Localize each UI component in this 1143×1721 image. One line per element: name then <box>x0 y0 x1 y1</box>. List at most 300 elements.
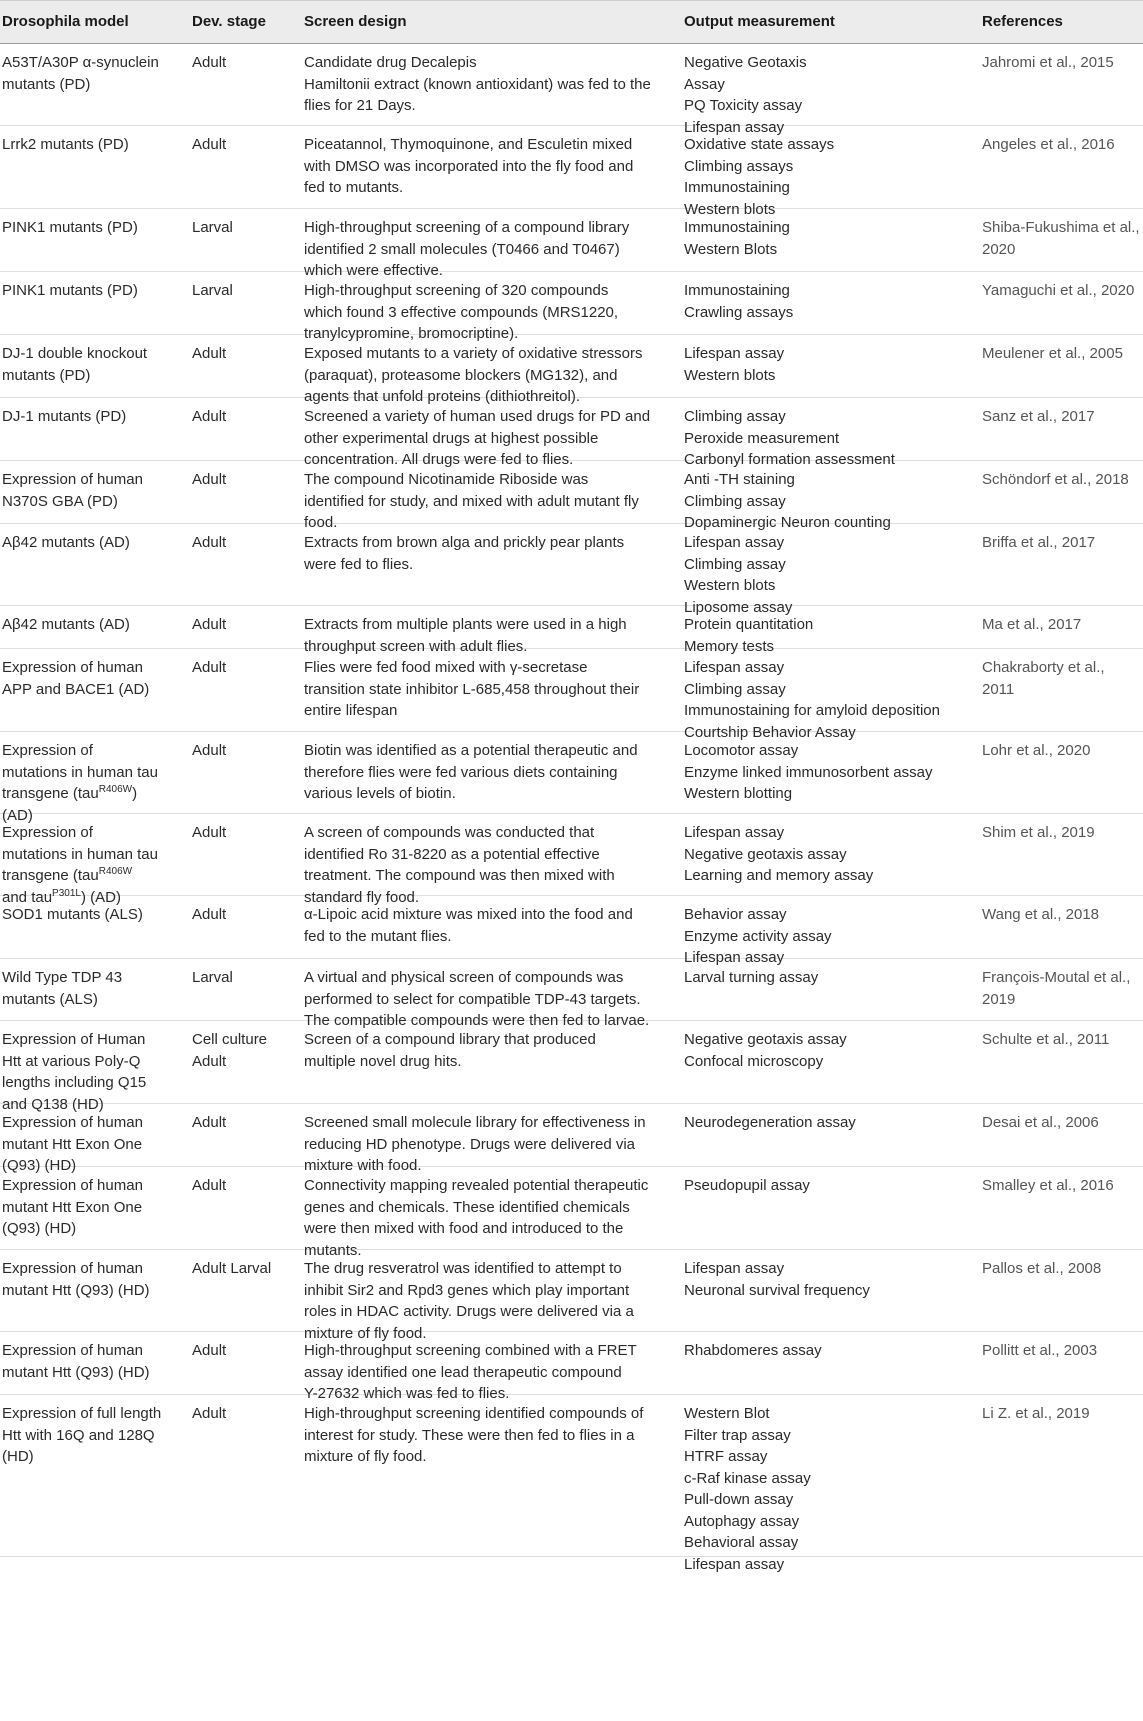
cell-line: identified for study, and mixed with adult mutant fly <box>304 492 639 510</box>
stage-cell <box>192 343 226 365</box>
output-cell <box>684 1112 856 1134</box>
cell-line: Adult <box>192 471 227 488</box>
stage-cell <box>192 1403 226 1425</box>
table-row <box>0 1021 1143 1113</box>
cell-line: Connectivity mapping revealed potential therapeutic <box>304 1177 649 1194</box>
cell-line: Larval <box>192 282 233 299</box>
cell-line: c-Raf kinase assay <box>684 1469 811 1487</box>
stage-cell <box>192 469 226 491</box>
model-cell <box>2 1340 150 1383</box>
cell-line: Screen of a compound library that produced <box>304 1031 596 1048</box>
cell-line: Peroxide measurement <box>684 429 840 447</box>
cell-line: Western Blots <box>684 240 778 258</box>
cell-line: High-throughput screening of a compound library <box>304 219 630 236</box>
reference-cell <box>982 134 1115 156</box>
cell-line: Lifespan assay <box>684 824 785 841</box>
cell-line: N370S GBA (PD) <box>2 492 118 510</box>
stage-cell <box>192 657 226 679</box>
cell-line: standard fly food. <box>304 888 420 906</box>
output-cell <box>684 217 790 260</box>
output-cell <box>684 740 932 805</box>
cell-text: ) (AD) <box>80 888 121 906</box>
cell-line: Adult <box>192 54 227 71</box>
cell-line: (Q93) (HD) <box>2 1157 77 1174</box>
cell-line: Expression of Human <box>2 1031 146 1048</box>
cell-line: treatment. The compound was then mixed with <box>304 867 615 884</box>
reference-cell <box>982 1112 1099 1134</box>
cell-line: Li Z. et al., 2019 <box>982 1405 1090 1422</box>
stage-cell <box>192 52 226 74</box>
cell-line: Expression of full length <box>2 1405 162 1422</box>
reference-cell <box>982 822 1095 844</box>
cell-line: DJ-1 double knockout <box>2 345 148 362</box>
reference-cell <box>982 1029 1109 1051</box>
reference-cell <box>982 406 1095 428</box>
cell-line: Enzyme linked immunosorbent assay <box>684 763 933 781</box>
cell-line: food. <box>304 514 338 531</box>
table-row <box>0 1395 1143 1573</box>
cell-line: Adult <box>192 1405 227 1422</box>
cell-text: transgene (tau <box>2 785 99 802</box>
model-cell <box>2 52 159 95</box>
header-references: References <box>982 13 1063 30</box>
reference-cell <box>982 52 1114 74</box>
reference-cell <box>982 1258 1101 1280</box>
cell-line: Lifespan assay <box>684 345 785 362</box>
table-row <box>0 606 1143 655</box>
cell-line: Protein quantitation <box>684 616 814 633</box>
cell-line: mutants (PD) <box>2 366 91 384</box>
cell-line <box>2 740 158 762</box>
cell-line: Courtship Behavior Assay <box>684 723 856 741</box>
cell-line: Autophagy assay <box>684 1512 800 1530</box>
model-cell <box>2 469 143 512</box>
cell-line: Screened a variety of human used drugs for PD and <box>304 408 651 425</box>
cell-line: Candidate drug Decalepis <box>304 54 477 71</box>
cell-line: Smalley et al., 2016 <box>982 1177 1114 1194</box>
cell-line: Climbing assay <box>684 408 786 425</box>
cell-line: Adult <box>192 659 227 676</box>
cell-line: Climbing assay <box>684 492 786 510</box>
stage-cell <box>192 614 226 636</box>
cell-line: Pallos et al., 2008 <box>982 1260 1102 1277</box>
cell-line: Adult <box>192 1342 227 1359</box>
cell-line: A screen of compounds was conducted that <box>304 824 595 841</box>
cell-line: agents that unfold proteins (dithiothreitol). <box>304 388 580 405</box>
cell-line: Lifespan assay <box>684 1260 785 1277</box>
header-design: Screen design <box>304 13 407 30</box>
cell-line: PINK1 mutants (PD) <box>2 282 138 299</box>
cell-line: Lifespan assay <box>684 949 785 966</box>
cell-line: various levels of biotin. <box>304 785 456 802</box>
table-row <box>0 732 1143 824</box>
table-row <box>0 209 1143 279</box>
cell-line: Rhabdomeres assay <box>684 1342 822 1359</box>
reference-cell <box>982 657 1105 700</box>
cell-line: Lifespan assay <box>684 659 785 676</box>
model-cell <box>2 967 122 1010</box>
cell-line: Adult <box>192 1052 227 1070</box>
cell-line: Climbing assay <box>684 680 786 698</box>
cell-line <box>2 762 158 784</box>
reference-cell <box>982 740 1090 762</box>
cell-line: interest for study. These were then fed to flies in a <box>304 1426 635 1444</box>
table-row <box>0 272 1143 342</box>
superscript: R406W <box>98 866 133 877</box>
output-cell <box>684 1175 810 1197</box>
cell-line: Htt at various Poly-Q <box>2 1052 141 1070</box>
cell-line: mixture of fly food. <box>304 1324 427 1342</box>
cell-line: Adult <box>192 616 227 633</box>
cell-line: throughput screen with adult flies. <box>304 637 528 655</box>
reference-cell <box>982 280 1134 302</box>
cell-line: multiple novel drug hits. <box>304 1052 462 1070</box>
cell-line: Adult <box>192 824 227 841</box>
table-row <box>0 649 1143 741</box>
cell-line: High-throughput screening of 320 compounds <box>304 282 609 299</box>
cell-line: reducing HD phenotype. Drugs were delivered via <box>304 1135 636 1153</box>
cell-line: 2011 <box>982 680 1015 698</box>
table-row <box>0 959 1143 1029</box>
cell-line: Jahromi et al., 2015 <box>982 54 1114 71</box>
cell-line: Neurodegeneration assay <box>684 1114 856 1131</box>
cell-line: Lifespan assay <box>684 534 785 551</box>
cell-line: mutants. <box>304 1241 362 1259</box>
cell-line: Climbing assay <box>684 555 786 573</box>
stage-cell <box>192 1112 226 1134</box>
design-cell <box>304 134 633 199</box>
stage-cell <box>192 1340 226 1362</box>
table-row <box>0 1250 1143 1342</box>
reference-cell <box>982 532 1095 554</box>
cell-line: Crawling assays <box>684 303 794 321</box>
cell-line: identified Ro 31-8220 as a potential effective <box>304 845 600 863</box>
cell-line: Yamaguchi et al., 2020 <box>982 282 1135 299</box>
stage-cell <box>192 822 226 844</box>
cell-line: Expression of human <box>2 471 143 488</box>
cell-line: Screened small molecule library for effectiveness in <box>304 1114 646 1131</box>
cell-line: were fed to flies. <box>304 555 414 573</box>
model-cell <box>2 1029 146 1115</box>
cell-line: A virtual and physical screen of compounds was <box>304 969 624 986</box>
design-cell <box>304 740 638 805</box>
cell-line: Pollitt et al., 2003 <box>982 1342 1098 1359</box>
cell-line: Climbing assays <box>684 157 794 175</box>
cell-line: Filter trap assay <box>684 1426 791 1444</box>
cell-line: Shim et al., 2019 <box>982 824 1095 841</box>
model-cell <box>2 134 129 156</box>
cell-line: (paraquat), proteasome blockers (MG132), and <box>304 366 618 384</box>
cell-line: Lifespan assay <box>684 1555 785 1573</box>
output-cell <box>684 134 834 220</box>
stage-cell <box>192 1175 226 1197</box>
cell-line: Piceatannol, Thymoquinone, and Esculetin mixed <box>304 136 633 153</box>
cell-line: Angeles et al., 2016 <box>982 136 1115 153</box>
cell-line: Wild Type TDP 43 <box>2 969 123 986</box>
model-cell <box>2 1258 150 1301</box>
cell-line: Negative geotaxis assay <box>684 845 847 863</box>
cell-line: fed to the mutant flies. <box>304 927 452 945</box>
cell-line: Adult <box>192 906 227 923</box>
cell-line: Expression of human <box>2 659 143 676</box>
cell-line: (HD) <box>2 1448 34 1465</box>
cell-line: 2019 <box>982 990 1016 1008</box>
cell-line: Expression of human <box>2 1114 143 1131</box>
cell-line: Oxidative state assays <box>684 136 835 153</box>
table-row <box>0 44 1143 136</box>
cell-line: mutants (ALS) <box>2 990 98 1008</box>
header-output: Output measurement <box>684 13 835 30</box>
cell-line: Dopaminergic Neuron counting <box>684 514 891 531</box>
cell-text: mutations in human tau <box>2 763 158 781</box>
cell-line: Meulener et al., 2005 <box>982 345 1123 362</box>
cell-line: Chakraborty et al., <box>982 659 1105 676</box>
cell-line: Western blots <box>684 366 776 384</box>
table-row <box>0 524 1143 616</box>
design-cell <box>304 657 639 722</box>
cell-line: which were effective. <box>304 262 443 279</box>
model-cell <box>2 406 126 428</box>
model-cell <box>2 904 143 926</box>
cell-line: mixture of fly food. <box>304 1448 427 1465</box>
cell-line: mutants (PD) <box>2 75 91 93</box>
cell-line: A53T/A30P α-synuclein <box>2 54 159 71</box>
cell-line: Adult <box>192 408 227 425</box>
reference-cell <box>982 217 1140 260</box>
cell-line <box>2 822 158 844</box>
cell-line: Expression of human <box>2 1177 143 1194</box>
cell-line: Learning and memory assay <box>684 867 874 884</box>
cell-line: Aβ42 mutants (AD) <box>2 534 130 551</box>
model-cell <box>2 657 149 700</box>
cell-line: fed to mutants. <box>304 179 404 196</box>
cell-line: Western blots <box>684 200 776 218</box>
reference-cell <box>982 614 1081 636</box>
cell-line: Schulte et al., 2011 <box>982 1031 1110 1048</box>
cell-line <box>2 844 158 866</box>
cell-line: Locomotor assay <box>684 742 799 759</box>
cell-line: Y-27632 which was fed to flies. <box>304 1385 510 1402</box>
cell-line: PINK1 mutants (PD) <box>2 219 138 236</box>
cell-line: Sanz et al., 2017 <box>982 408 1095 425</box>
cell-line: SOD1 mutants (ALS) <box>2 906 143 923</box>
model-cell <box>2 217 138 239</box>
cell-line: Western blotting <box>684 785 793 802</box>
table-row <box>0 1167 1143 1259</box>
table-header <box>0 0 1143 44</box>
reference-cell <box>982 1403 1090 1425</box>
cell-line: mutant Htt (Q93) (HD) <box>2 1281 150 1299</box>
output-cell <box>684 280 793 323</box>
cell-line: assay identified one lead therapeutic compound <box>304 1363 622 1381</box>
cell-line: Flies were fed food mixed with γ-secretase <box>304 659 588 676</box>
cell-line: Liposome assay <box>684 598 793 616</box>
cell-line: Lifespan assay <box>684 118 785 136</box>
output-cell <box>684 1340 822 1362</box>
cell-line: genes and chemicals. These identified chemicals <box>304 1198 630 1216</box>
stage-cell <box>192 280 233 302</box>
cell-text: ) <box>132 785 138 802</box>
table-body <box>0 44 1143 1573</box>
output-cell <box>684 967 818 989</box>
cell-line: Adult <box>192 1114 227 1131</box>
cell-text: mutations in human tau <box>2 845 158 863</box>
table-row <box>0 335 1143 405</box>
model-cell <box>2 280 138 302</box>
cell-line: Immunostaining <box>684 179 790 196</box>
cell-line: Carbonyl formation assessment <box>684 451 895 468</box>
superscript: P301L <box>52 887 81 899</box>
output-cell <box>684 1258 870 1301</box>
table-row <box>0 1104 1143 1174</box>
cell-line: Shiba-Fukushima et al., <box>982 219 1140 236</box>
cell-line <box>2 865 158 887</box>
table-row <box>0 461 1143 531</box>
reference-cell <box>982 343 1123 365</box>
cell-line: entire lifespan <box>304 702 398 719</box>
cell-line: DJ-1 mutants (PD) <box>2 408 127 425</box>
stage-cell <box>192 904 226 926</box>
model-cell <box>2 1403 161 1468</box>
cell-line: Aβ42 mutants (AD) <box>2 616 130 633</box>
design-cell <box>304 52 651 117</box>
cell-line: Lrrk2 mutants (PD) <box>2 136 129 153</box>
cell-line: Negative geotaxis assay <box>684 1031 847 1048</box>
cell-line: Adult Larval <box>192 1260 272 1277</box>
design-cell <box>304 904 633 947</box>
output-cell <box>684 1029 847 1072</box>
cell-line: Adult <box>192 534 227 551</box>
cell-line: APP and BACE1 (AD) <box>2 680 150 698</box>
cell-line <box>2 783 158 805</box>
cell-line: performed to select for compatible TDP-43 targets. <box>304 990 641 1008</box>
cell-line: inhibit Sir2 and Rpd3 genes which play important <box>304 1281 630 1299</box>
cell-line: Adult <box>192 345 227 362</box>
cell-line: mutant Htt (Q93) (HD) <box>2 1363 150 1381</box>
cell-line: Desai et al., 2006 <box>982 1114 1099 1131</box>
cell-line: flies for 21 Days. <box>304 97 416 114</box>
cell-text: Expression of <box>2 824 93 841</box>
output-cell <box>684 822 873 887</box>
output-cell <box>684 657 940 743</box>
cell-line: Cell culture <box>192 1031 268 1048</box>
cell-line: identified 2 small molecules (T0466 and T0467) <box>304 240 620 258</box>
cell-line: concentration. All drugs were fed to flies. <box>304 451 574 468</box>
reference-cell <box>982 1175 1114 1197</box>
table-row <box>0 1332 1143 1402</box>
cell-line: Anti -TH staining <box>684 471 795 488</box>
cell-line: Pseudopupil assay <box>684 1177 810 1194</box>
design-cell <box>304 1029 596 1072</box>
stage-cell <box>192 1258 271 1280</box>
cell-line: which found 3 effective compounds (MRS1220, <box>304 303 619 321</box>
cell-line: HTRF assay <box>684 1448 768 1465</box>
cell-line: Schöndorf et al., 2018 <box>982 471 1129 488</box>
model-cell <box>2 343 147 386</box>
cell-line: Larval turning assay <box>684 969 819 986</box>
output-cell <box>684 343 784 386</box>
cell-line: Immunostaining for amyloid deposition <box>684 702 940 719</box>
cell-text: (AD) <box>2 806 33 824</box>
cell-line: and Q138 (HD) <box>2 1095 104 1113</box>
cell-line: mutant Htt Exon One <box>2 1135 143 1153</box>
cell-line: 2020 <box>982 240 1016 258</box>
cell-line: with DMSO was incorporated into the fly food and <box>304 157 634 175</box>
table-row <box>0 398 1143 468</box>
reference-cell <box>982 967 1130 1010</box>
cell-line: Negative Geotaxis <box>684 54 807 71</box>
output-cell <box>684 1403 811 1575</box>
cell-line: The compatible compounds were then fed to larvae. <box>304 1012 650 1029</box>
cell-line: The drug resveratrol was identified to attempt to <box>304 1260 622 1277</box>
cell-line: transition state inhibitor L-685,458 throughout their <box>304 680 640 698</box>
design-cell <box>304 1403 643 1468</box>
reference-cell <box>982 1340 1097 1362</box>
table-row <box>0 126 1143 218</box>
model-cell <box>2 614 130 636</box>
cell-line: α-Lipoic acid mixture was mixed into the food and <box>304 906 633 923</box>
cell-line: (Q93) (HD) <box>2 1220 77 1237</box>
cell-line: other experimental drugs at highest possible <box>304 429 599 447</box>
cell-line: High-throughput screening identified compounds of <box>304 1405 644 1422</box>
cell-line: Confocal microscopy <box>684 1052 824 1070</box>
cell-line: Immunostaining <box>684 219 790 236</box>
cell-line: Immunostaining <box>684 282 790 299</box>
stage-cell <box>192 1029 267 1072</box>
cell-line: Larval <box>192 219 233 236</box>
cell-line: Hamiltonii extract (known antioxidant) was fed to the <box>304 75 651 93</box>
superscript: R406W <box>98 784 133 795</box>
cell-line: Wang et al., 2018 <box>982 906 1100 923</box>
cell-line: Pull-down assay <box>684 1491 794 1508</box>
stage-cell <box>192 134 226 156</box>
cell-line: Expression of human <box>2 1342 143 1359</box>
cell-line: Behavioral assay <box>684 1534 799 1551</box>
cell-line: Adult <box>192 1177 227 1194</box>
cell-text: and tau <box>2 888 53 906</box>
cell-line: Western blots <box>684 577 776 594</box>
model-cell <box>2 1175 143 1240</box>
cell-line: Western Blot <box>684 1405 770 1422</box>
design-cell <box>304 1175 648 1261</box>
reference-cell <box>982 904 1099 926</box>
cell-line: therefore flies were fed various diets containing <box>304 763 618 781</box>
table-row <box>0 896 1143 966</box>
cell-line: were then mixed with food and introduced to the <box>304 1220 624 1237</box>
cell-line: High-throughput screening combined with a FRET <box>304 1342 637 1359</box>
cell-line: Extracts from brown alga and prickly pear plants <box>304 534 625 551</box>
header-stage: Dev. stage <box>192 13 266 30</box>
cell-line: François-Moutal et al., <box>982 969 1131 986</box>
cell-line: Lohr et al., 2020 <box>982 742 1091 759</box>
header-model: Drosophila model <box>2 13 129 30</box>
reference-cell <box>982 469 1129 491</box>
cell-line: Expression of human <box>2 1260 143 1277</box>
cell-line: Enzyme activity assay <box>684 927 832 945</box>
stage-cell <box>192 217 233 239</box>
cell-text: Expression of <box>2 742 93 759</box>
cell-line: Assay <box>684 75 725 93</box>
stage-cell <box>192 967 233 989</box>
cell-line: lengths including Q15 <box>2 1074 147 1091</box>
cell-line: Memory tests <box>684 637 775 655</box>
model-cell <box>2 532 130 554</box>
stage-cell <box>192 740 226 762</box>
cell-line: Behavior assay <box>684 906 787 923</box>
cell-line: Extracts from multiple plants were used in a high <box>304 616 627 633</box>
stage-cell <box>192 532 226 554</box>
cell-line: mixture with food. <box>304 1157 422 1174</box>
